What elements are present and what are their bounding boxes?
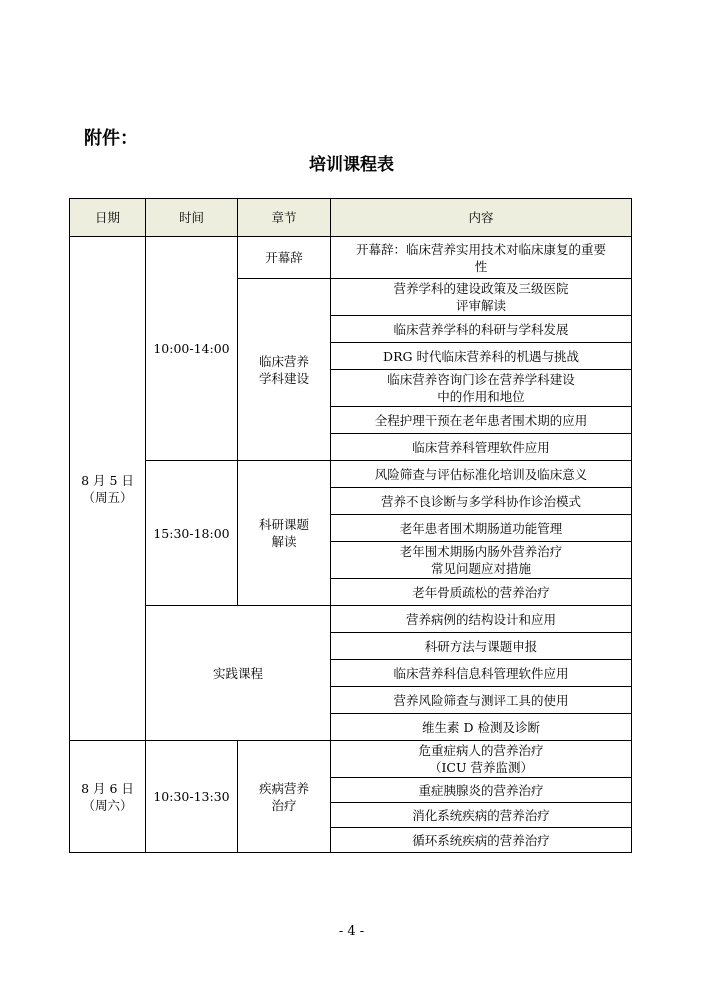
content-cell: [331, 370, 632, 407]
content-opening: [331, 237, 632, 279]
content-cell: [331, 741, 632, 778]
chapter-line: 临床营养: [258, 353, 309, 369]
content-line: （ICU 营养监测）: [428, 760, 533, 775]
content-cell: 老年骨质疏松的营养治疗: [331, 579, 632, 606]
date-day1: 8 月 5 日: [81, 472, 134, 488]
content-line: 常见问题应对措施: [430, 561, 531, 576]
chapter-line: 治疗: [271, 797, 297, 813]
content-cell: 维生素 D 检测及诊断: [331, 714, 632, 741]
content-line: 开幕辞：临床营养实用技术对临床康复的重要: [355, 241, 606, 257]
content-cell: 科研方法与课题申报: [331, 633, 632, 660]
page-number: - 4 -: [338, 924, 365, 939]
date-cell-day2: [70, 741, 146, 853]
chapter-opening: 开幕辞: [238, 237, 331, 279]
content-cell: 循环系统疾病的营养治疗: [331, 828, 632, 853]
date-cell-day1: [70, 237, 146, 741]
content-cell: DRG 时代临床营养科的机遇与挑战: [331, 343, 632, 370]
content-line: 营养学科的建设政策及三级医院: [393, 281, 569, 296]
content-cell: 营养风险筛查与测评工具的使用: [331, 687, 632, 714]
header-time: 时间: [146, 199, 238, 237]
content-line: 危重症病人的营养治疗: [418, 743, 544, 758]
content-cell: [331, 279, 632, 316]
content-line: 性: [474, 258, 488, 274]
chapter-line: 学科建设: [258, 370, 309, 386]
header-chapter: 章节: [238, 199, 331, 237]
practice-course-cell: 实践课程: [146, 606, 331, 741]
content-cell: [331, 542, 632, 579]
content-cell: 老年患者围术期肠道功能管理: [331, 515, 632, 542]
chapter-disease-nutrition: [238, 741, 331, 853]
page-title: 培训课程表: [309, 155, 394, 175]
content-cell: 全程护理干预在老年患者围术期的应用: [331, 407, 632, 434]
time-cell-session1: 10:00-14:00: [146, 237, 238, 461]
chapter-line: 解读: [271, 534, 297, 549]
time-cell-session2: 15:30-18:00: [146, 461, 238, 606]
time-cell-day2: 10:30-13:30: [146, 741, 238, 853]
content-cell: 营养病例的结构设计和应用: [331, 606, 632, 633]
weekday-day2: （周六）: [82, 797, 133, 813]
content-cell: 营养不良诊断与多学科协作诊治模式: [331, 488, 632, 515]
content-line: 临床营养咨询门诊在营养学科建设: [387, 372, 575, 387]
course-schedule-table: [69, 198, 632, 853]
content-cell: 临床营养科信息科管理软件应用: [331, 660, 632, 687]
chapter-line: 科研课题: [258, 517, 309, 532]
header-date: 日期: [70, 199, 146, 237]
header-content: 内容: [331, 199, 632, 237]
weekday-day1: （周五）: [82, 489, 133, 505]
content-cell: 重症胰腺炎的营养治疗: [331, 778, 632, 803]
content-cell: 消化系统疾病的营养治疗: [331, 803, 632, 828]
content-line: 中的作用和地位: [437, 389, 525, 404]
attachment-label: 附件：: [84, 128, 138, 149]
content-cell: 临床营养科管理软件应用: [331, 434, 632, 461]
content-cell: 风险筛查与评估标准化培训及临床意义: [331, 461, 632, 488]
content-line: 老年围术期肠内肠外营养治疗: [399, 544, 563, 559]
content-line: 评审解读: [455, 298, 506, 313]
date-day2: 8 月 6 日: [81, 780, 134, 796]
chapter-line: 疾病营养: [258, 780, 309, 796]
content-cell: 临床营养学科的科研与学科发展: [331, 316, 632, 343]
chapter-research: [238, 461, 331, 606]
chapter-discipline-building: [238, 279, 331, 461]
